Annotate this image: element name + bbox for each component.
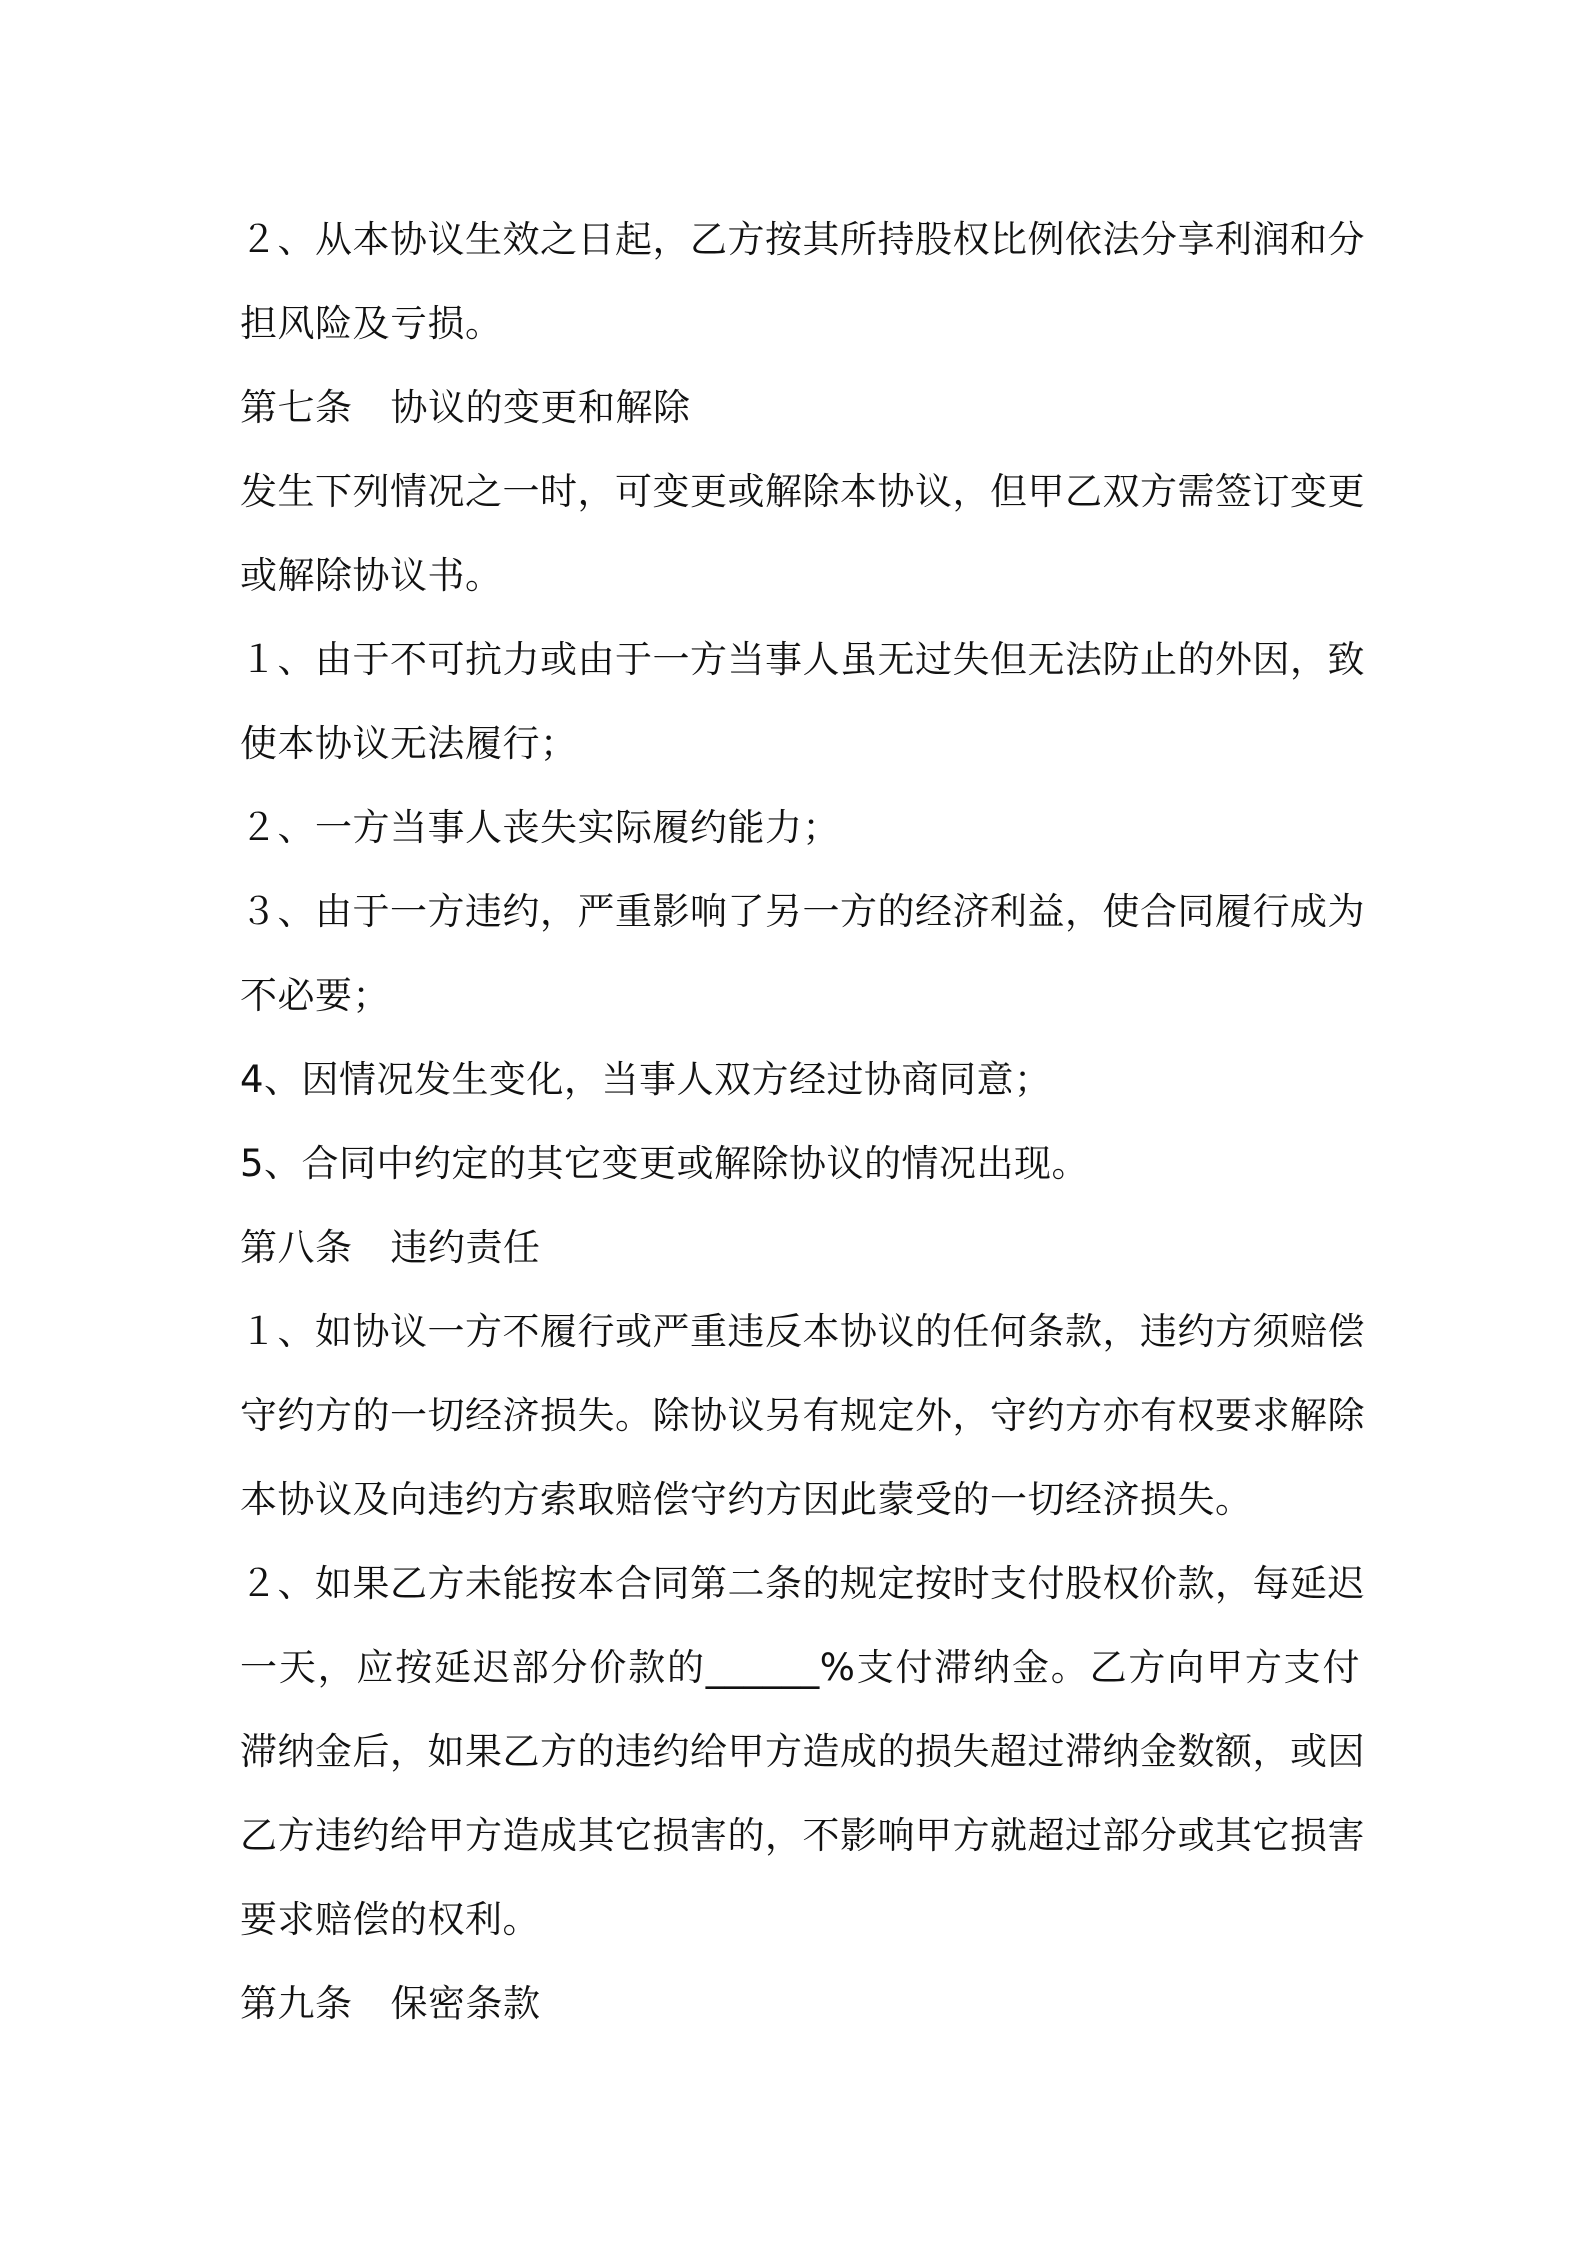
text-line: 或解除协议书。 [240, 554, 503, 597]
article-number: 第八条 [240, 1226, 353, 1269]
text-line: １、如协议一方不履行或严重违反本协议的任何条款，违约方须赔偿 [240, 1310, 1365, 1353]
text-line: 4、因情况发生变化，当事人双方经过协商同意； [240, 1058, 1052, 1101]
text-line: 发生下列情况之一时，可变更或解除本协议，但甲乙双方需签订变更 [240, 470, 1365, 513]
text-line: ２、从本协议生效之日起，乙方按其所持股权比例依法分享利润和分 [240, 218, 1365, 261]
text-line: ３、由于一方违约，严重影响了另一方的经济利益，使合同履行成为 [240, 890, 1365, 933]
text-line: 守约方的一切经济损失。除协议另有规定外，守约方亦有权要求解除 [240, 1394, 1365, 1437]
article-number: 第九条 [240, 1982, 353, 2025]
text-line: 本协议及向违约方索取赔偿守约方因此蒙受的一切经济损失。 [240, 1478, 1253, 1521]
article-heading [240, 1206, 1360, 1290]
text-line: 担风险及亏损。 [240, 302, 503, 345]
article-heading [240, 366, 1360, 450]
text-line: ２、如果乙方未能按本合同第二条的规定按时支付股权价款，每延迟 [240, 1562, 1365, 1605]
article-number: 第七条 [240, 386, 353, 429]
text-line: １、由于不可抗力或由于一方当事人虽无过失但无法防止的外因，致 [240, 638, 1365, 681]
text-line: 一天，应按延迟部分价款的______%支付滞纳金。乙方向甲方支付 [240, 1646, 1360, 1689]
text-line: 不必要； [240, 974, 390, 1017]
text-line: 要求赔偿的权利。 [240, 1898, 540, 1941]
text-line: ２、一方当事人丧失实际履约能力； [240, 806, 840, 849]
article-title: 保密条款 [390, 1982, 541, 2025]
document-body [240, 198, 1365, 2046]
article-title: 违约责任 [390, 1226, 541, 1269]
text-line: 5、合同中约定的其它变更或解除协议的情况出现。 [240, 1142, 1090, 1185]
article-heading [240, 1962, 1360, 2046]
text-line: 乙方违约给甲方造成其它损害的，不影响甲方就超过部分或其它损害 [240, 1814, 1365, 1857]
text-line: 使本协议无法履行； [240, 722, 578, 765]
article-title: 协议的变更和解除 [390, 386, 691, 429]
text-line: 滞纳金后，如果乙方的违约给甲方造成的损失超过滞纳金数额，或因 [240, 1730, 1365, 1773]
